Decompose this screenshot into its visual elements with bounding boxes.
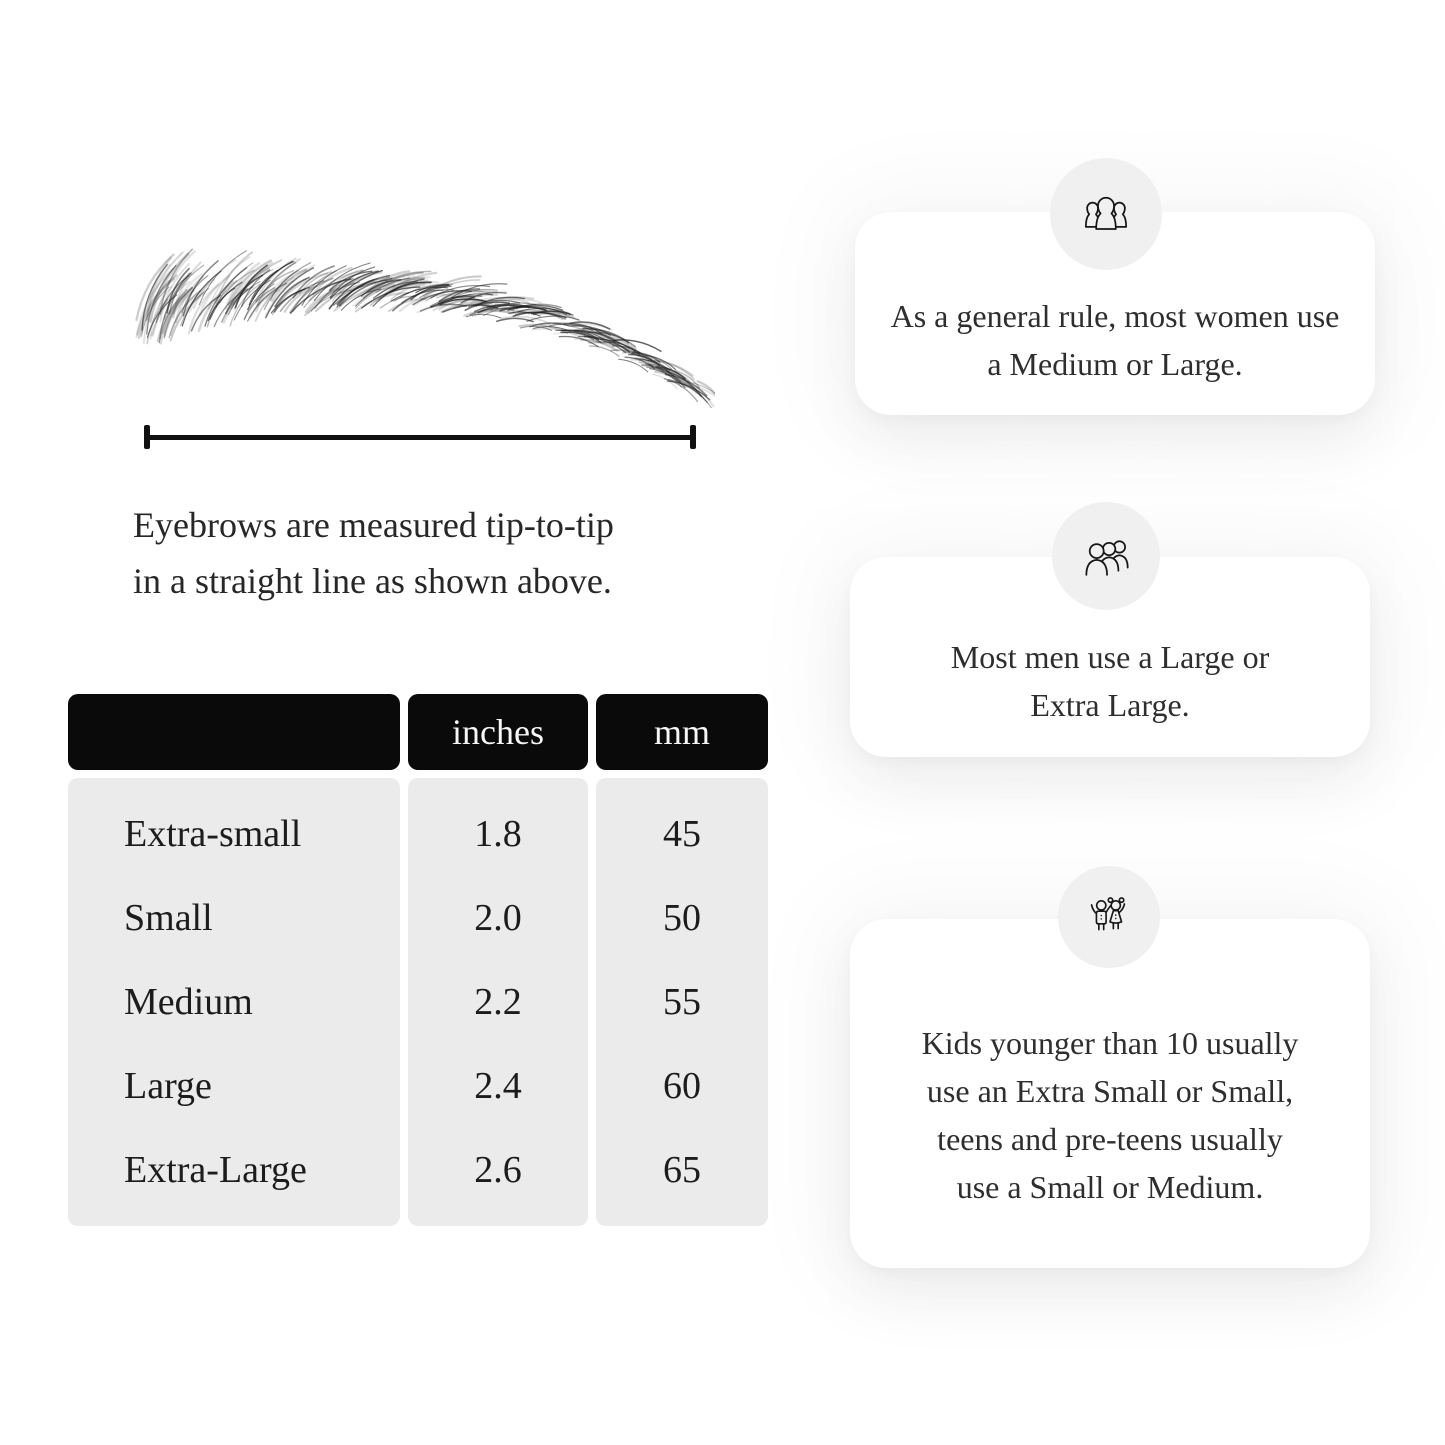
table-rows [68,778,768,1226]
kids-icon-glyph [1080,892,1138,942]
table-header-mm: mm [596,694,768,770]
mm-value: 55 [663,981,701,1023]
table-header-size [68,694,400,770]
measurement-line [144,425,696,449]
mm-value: 65 [663,1149,701,1191]
size-label: Large [124,1065,212,1107]
table-row [68,896,768,940]
inches-value: 1.8 [474,813,522,855]
size-table [68,694,768,1226]
table-header-inches: inches [408,694,588,770]
caption-line-1: Eyebrows are measured tip-to-tip [133,505,614,545]
size-label: Medium [124,981,253,1023]
mm-value: 60 [663,1065,701,1107]
table-row [68,812,768,856]
eyebrow-illustration [105,228,715,408]
measurement-line-right-cap [690,425,696,449]
mm-value: 45 [663,813,701,855]
inches-value: 2.0 [474,897,522,939]
size-label: Extra-small [124,813,302,855]
size-label: Extra-Large [124,1149,307,1191]
measurement-line-bar [144,435,696,440]
table-row [68,1148,768,1192]
info-card-kids-text: Kids younger than 10 usually use an Extra Small or Small, teens and pre-teens usually use a Small or Medium. [921,1024,1299,1205]
inches-value: 2.4 [474,1065,522,1107]
women-group-icon-glyph [1075,190,1137,238]
info-card-women-text: As a general rule, most women use a Medium or Large. [890,297,1340,382]
inches-value: 2.2 [474,981,522,1023]
men-group-icon [1052,502,1160,610]
men-group-icon-glyph [1075,531,1137,581]
mm-value: 50 [663,897,701,939]
women-group-icon [1050,158,1162,270]
table-row [68,980,768,1024]
inches-value: 2.6 [474,1149,522,1191]
size-label: Small [124,897,213,939]
kids-icon [1058,866,1160,968]
measurement-caption [133,498,614,610]
info-card-kids [850,919,1370,1268]
caption-line-2: in a straight line as shown above. [133,560,612,601]
table-row [68,1064,768,1108]
info-card-men-text: Most men use a Large or Extra Large. [950,639,1270,723]
